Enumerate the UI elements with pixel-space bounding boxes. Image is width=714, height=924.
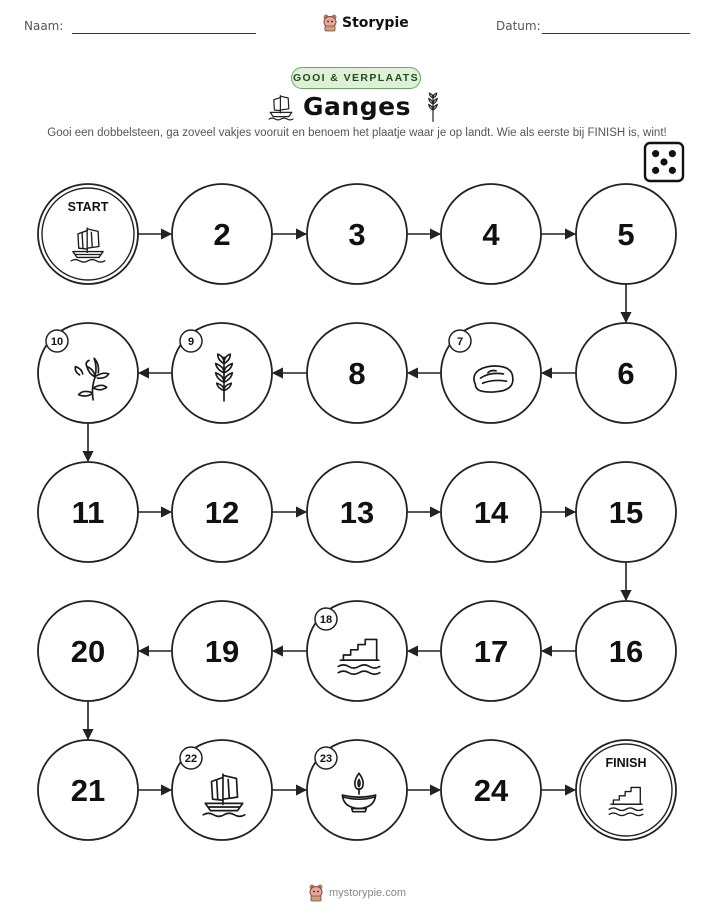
- board-space-10[interactable]: [38, 323, 138, 423]
- space-number: 6: [617, 356, 635, 391]
- space-number: 22: [184, 753, 198, 765]
- space-number: 24: [473, 773, 509, 808]
- board-space-20[interactable]: [38, 601, 138, 701]
- dice-five-icon: [645, 143, 683, 181]
- space-number: 8: [348, 356, 366, 391]
- date-label: Datum:: [496, 19, 541, 33]
- space-number: 20: [70, 634, 106, 669]
- board-space-23[interactable]: [307, 740, 407, 840]
- space-number: 5: [617, 217, 635, 252]
- footer: [308, 884, 406, 902]
- brand-name: Storypie: [342, 15, 409, 31]
- board-space-8[interactable]: [307, 323, 407, 423]
- space-number: 11: [71, 495, 105, 530]
- space-number: 3: [348, 217, 366, 252]
- dice-pip: [669, 167, 676, 174]
- space-number: 7: [456, 336, 464, 348]
- board-space-4[interactable]: [441, 184, 541, 284]
- board-space-12[interactable]: [172, 462, 272, 562]
- board-space-19[interactable]: [172, 601, 272, 701]
- board-space-22[interactable]: [172, 740, 272, 840]
- board-space-18[interactable]: [307, 601, 407, 701]
- footer-url: mystorypie.com: [329, 887, 407, 899]
- instructions: Gooi een dobbelsteen, ga zoveel vakjes vooruit en benoem het plaatje waar je op landt. Wie als eerste bij FINISH is, wint!: [47, 127, 667, 139]
- dice-pip: [652, 150, 659, 157]
- space-number: 14: [473, 495, 509, 530]
- board-space-5[interactable]: [576, 184, 676, 284]
- space-number: 16: [608, 634, 644, 669]
- board-space-15[interactable]: [576, 462, 676, 562]
- space-circle: [576, 740, 676, 840]
- board-space-11[interactable]: [38, 462, 138, 562]
- board-space-2[interactable]: [172, 184, 272, 284]
- dice-pip: [669, 150, 676, 157]
- board-space-9[interactable]: [172, 323, 272, 423]
- space-number: 13: [339, 495, 375, 530]
- space-number: 10: [50, 336, 64, 348]
- board-space-1[interactable]: [38, 184, 138, 284]
- page-title: Ganges: [303, 92, 411, 121]
- board-space-25[interactable]: [576, 740, 676, 840]
- board-space-7[interactable]: [441, 323, 541, 423]
- name-label: Naam:: [24, 19, 64, 33]
- finish-label: FINISH: [605, 756, 647, 770]
- board-space-16[interactable]: [576, 601, 676, 701]
- game-type-badge: GOOI & VERPLAATS: [291, 67, 421, 89]
- space-number: 19: [204, 634, 240, 669]
- space-circle: [38, 184, 138, 284]
- board-space-24[interactable]: [441, 740, 541, 840]
- board-space-6[interactable]: [576, 323, 676, 423]
- dice-pip: [652, 167, 659, 174]
- footer-logo-icon: [308, 884, 324, 902]
- board-space-21[interactable]: [38, 740, 138, 840]
- space-number: 21: [70, 773, 106, 808]
- board-space-13[interactable]: [307, 462, 407, 562]
- space-number: 9: [187, 336, 195, 348]
- board-space-14[interactable]: [441, 462, 541, 562]
- dice-pip: [660, 158, 667, 165]
- space-number: 18: [319, 614, 333, 626]
- space-number: 15: [608, 495, 644, 530]
- start-label: START: [67, 200, 109, 214]
- space-number: 23: [319, 753, 333, 765]
- board-space-3[interactable]: [307, 184, 407, 284]
- space-number: 2: [213, 217, 231, 252]
- space-number: 17: [473, 634, 509, 669]
- space-number: 12: [204, 495, 240, 530]
- board-space-17[interactable]: [441, 601, 541, 701]
- space-number: 4: [482, 217, 500, 252]
